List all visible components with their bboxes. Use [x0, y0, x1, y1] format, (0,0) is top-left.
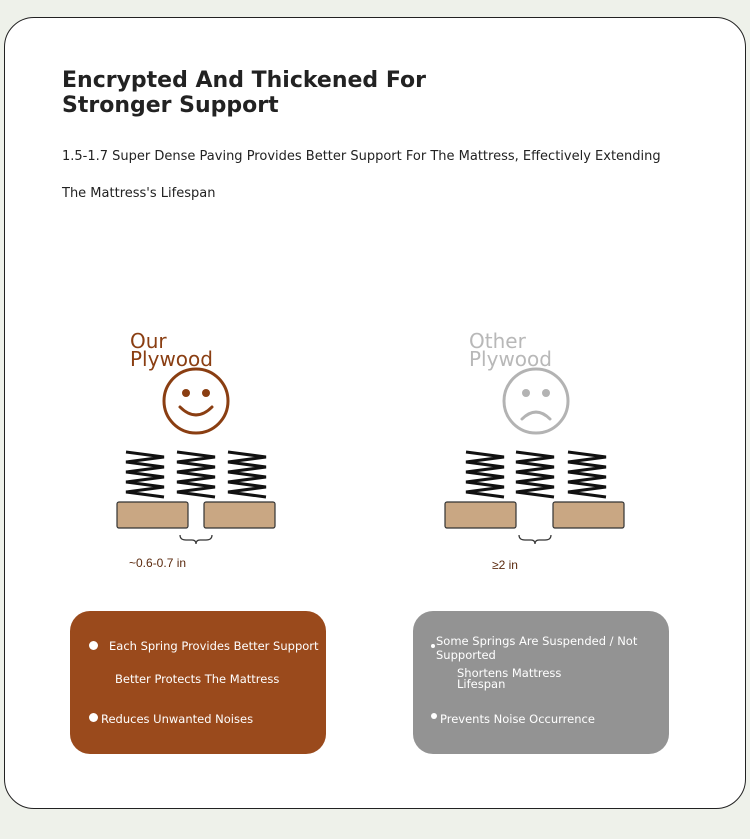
- other-plywood-label: Other Plywood: [469, 329, 552, 371]
- sad-face-icon: [502, 367, 570, 435]
- page-subtitle: 1.5-1.7 Super Dense Paving Provides Better Support For The Mattress, Effectively Extending The Mattress's Lifespan: [62, 149, 661, 201]
- other-springs-diagram: [438, 445, 633, 545]
- bullet-dot: [431, 713, 437, 719]
- other-gap-measurement: ≥2 in: [492, 558, 518, 572]
- benefit-item: Reduces Unwanted Noises: [101, 712, 254, 726]
- drawback-item: Prevents Noise Occurrence: [440, 712, 595, 726]
- happy-face-icon: [162, 367, 230, 435]
- drawback-item: Some Springs Are Suspended / Not Supported: [436, 634, 638, 662]
- bullet-dot: [89, 641, 98, 650]
- our-plywood-label: Our Plywood: [130, 329, 213, 371]
- our-gap-measurement: ~0.6-0.7 in: [129, 556, 187, 570]
- our-benefits-box: [70, 611, 326, 754]
- benefit-item: Each Spring Provides Better Support: [109, 639, 319, 653]
- benefit-item: Better Protects The Mattress: [115, 672, 280, 686]
- bullet-dot: [89, 713, 98, 722]
- drawback-item: Shortens Mattress Lifespan: [457, 666, 562, 691]
- our-springs-diagram: [110, 445, 285, 545]
- bullet-dot: [431, 644, 435, 648]
- other-drawbacks-box: [413, 611, 669, 754]
- page-title: Encrypted And Thickened For Stronger Support: [62, 68, 426, 118]
